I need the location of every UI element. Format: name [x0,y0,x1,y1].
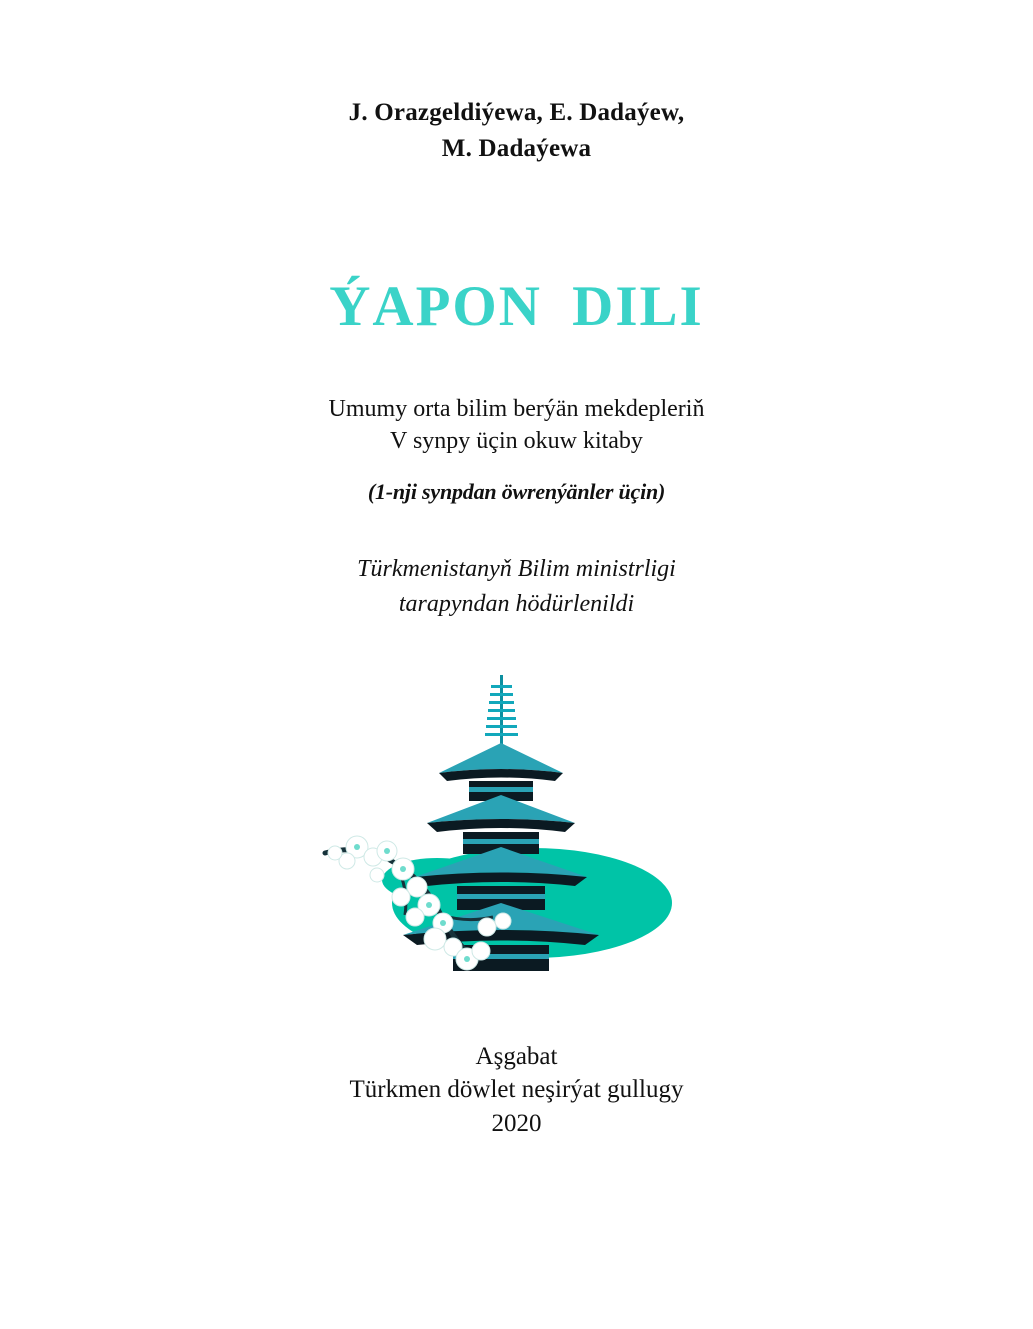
pagoda-roof-tier-1-icon [439,743,563,781]
authors-block [0,95,1033,168]
imprint-publisher: Türkmen döwlet neşirýat gullugy [349,1076,684,1104]
authors-line-2: M. Dadaýewa [441,135,592,163]
pagoda-band-tier-2 [463,839,539,844]
subtitle-line-1: Umumy orta bilim berýän mekdepleriň [328,396,705,422]
pagoda-illustration-svg [317,665,717,995]
pagoda-band-tier-1 [469,787,533,792]
imprint-city: Aşgabat [475,1043,558,1070]
book-title: ÝAPON DILI [329,275,704,338]
approval-line-1: Türkmenistanyň Bilim ministrligi [357,556,676,582]
cover-illustration [0,660,1033,1000]
pagoda-band-tier-3 [457,894,545,899]
imprint-year: 2020 [491,1109,542,1137]
audience-note: (1-nji synpdan öwrenýänler üçin) [367,479,666,504]
approval-line-2: tarapyndan hödürlenildi [398,590,635,617]
authors-line-1: J. Orazgeldiýewa, E. Dadaýew, [348,99,685,126]
book-subtitle [0,393,1033,458]
ministry-approval [0,552,1033,622]
subtitle-line-2: V synpy üçin okuw kitaby [390,428,643,455]
pagoda-roof-tier-2-icon [427,795,575,832]
imprint-block [0,1040,1033,1140]
pagoda-spire-icon [485,675,518,747]
